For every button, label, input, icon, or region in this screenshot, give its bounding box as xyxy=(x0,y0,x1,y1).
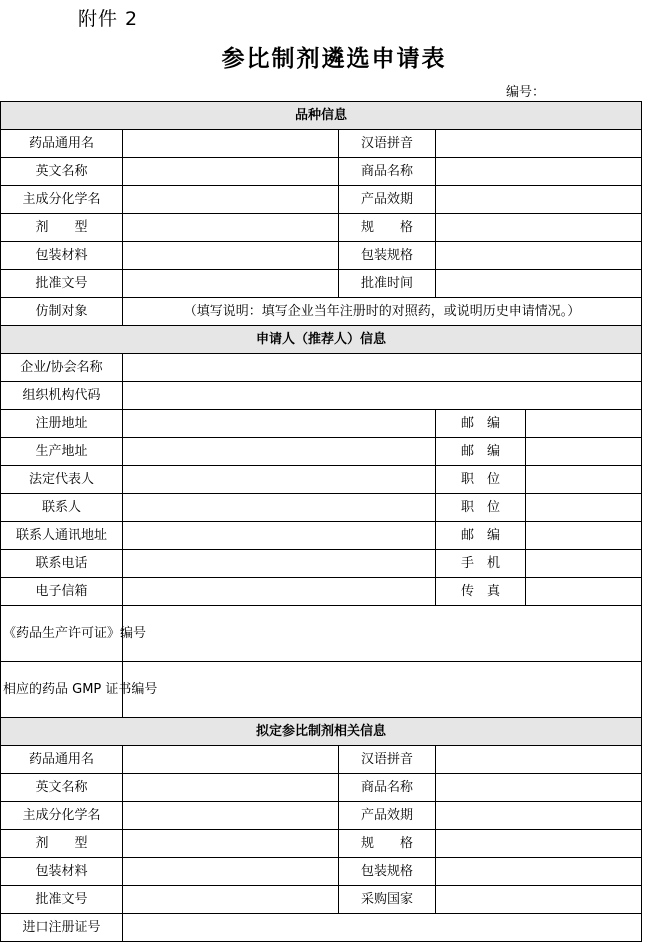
label-chemical-name: 主成分化学名 xyxy=(1,802,123,830)
field-pinyin[interactable] xyxy=(436,746,642,774)
table-row xyxy=(1,354,642,382)
attachment-label: 附件 2 xyxy=(78,8,139,30)
label-contact: 联系人 xyxy=(1,494,123,522)
field-approval-no[interactable] xyxy=(123,270,339,298)
label-purchase-country: 采购国家 xyxy=(339,886,436,914)
label-specification: 规 格 xyxy=(339,830,436,858)
field-chemical-name[interactable] xyxy=(123,186,339,214)
label-license-no: 《药品生产许可证》编号 xyxy=(1,606,123,662)
field-contact[interactable] xyxy=(123,494,436,522)
field-reg-address[interactable] xyxy=(123,410,436,438)
field-fax[interactable] xyxy=(526,578,642,606)
table-row xyxy=(1,830,642,858)
field-import-reg-no[interactable] xyxy=(123,914,642,942)
table-row xyxy=(1,914,642,942)
label-position: 职 位 xyxy=(436,466,526,494)
table-row xyxy=(1,410,642,438)
application-form-table xyxy=(0,101,642,942)
label-validity: 产品效期 xyxy=(339,186,436,214)
form-title: 参比制剂遴选申请表 xyxy=(221,45,447,72)
label-postcode: 邮 编 xyxy=(436,522,526,550)
label-prod-address: 生产地址 xyxy=(1,438,123,466)
label-company: 企业/协会名称 xyxy=(1,354,123,382)
label-package-spec: 包装规格 xyxy=(339,242,436,270)
table-row xyxy=(1,158,642,186)
section-title-reference: 拟定参比制剂相关信息 xyxy=(1,718,642,746)
label-org-code: 组织机构代码 xyxy=(1,382,123,410)
table-row xyxy=(1,382,642,410)
label-package-spec: 包装规格 xyxy=(339,858,436,886)
field-packaging-material[interactable] xyxy=(123,242,339,270)
label-email: 电子信箱 xyxy=(1,578,123,606)
label-reg-address: 注册地址 xyxy=(1,410,123,438)
label-postcode: 邮 编 xyxy=(436,410,526,438)
field-org-code[interactable] xyxy=(123,382,642,410)
field-position[interactable] xyxy=(526,494,642,522)
field-legal-rep[interactable] xyxy=(123,466,436,494)
table-row xyxy=(1,858,642,886)
label-validity: 产品效期 xyxy=(339,802,436,830)
section-header-reference xyxy=(1,718,642,746)
label-approval-time: 批准时间 xyxy=(339,270,436,298)
label-trade-name: 商品名称 xyxy=(339,774,436,802)
field-generic-name[interactable] xyxy=(123,746,339,774)
table-row xyxy=(1,774,642,802)
table-row xyxy=(1,214,642,242)
field-approval-time[interactable] xyxy=(436,270,642,298)
section-header-applicant xyxy=(1,326,642,354)
label-fax: 传 真 xyxy=(436,578,526,606)
field-specification[interactable] xyxy=(436,214,642,242)
field-english-name[interactable] xyxy=(123,158,339,186)
label-pinyin: 汉语拼音 xyxy=(339,130,436,158)
field-dosage-form[interactable] xyxy=(123,830,339,858)
label-dosage-form: 剂 型 xyxy=(1,214,123,242)
table-row xyxy=(1,130,642,158)
label-approval-no: 批准文号 xyxy=(1,886,123,914)
label-approval-no: 批准文号 xyxy=(1,270,123,298)
label-packaging-material: 包装材料 xyxy=(1,242,123,270)
label-generic-name: 药品通用名 xyxy=(1,746,123,774)
table-row xyxy=(1,886,642,914)
field-package-spec[interactable] xyxy=(436,242,642,270)
table-row xyxy=(1,550,642,578)
table-row xyxy=(1,578,642,606)
field-mobile[interactable] xyxy=(526,550,642,578)
table-row xyxy=(1,242,642,270)
field-postcode[interactable] xyxy=(526,410,642,438)
label-english-name: 英文名称 xyxy=(1,158,123,186)
field-purchase-country[interactable] xyxy=(436,886,642,914)
imitation-target-note[interactable]: （填写说明：填写企业当年注册时的对照药，或说明历史申请情况。） xyxy=(123,298,642,326)
table-row xyxy=(1,522,642,550)
field-validity[interactable] xyxy=(436,186,642,214)
field-validity[interactable] xyxy=(436,802,642,830)
field-postcode[interactable] xyxy=(526,438,642,466)
field-contact-address[interactable] xyxy=(123,522,436,550)
table-row xyxy=(1,662,642,718)
field-pinyin[interactable] xyxy=(436,130,642,158)
label-imitation-target: 仿制对象 xyxy=(1,298,123,326)
field-email[interactable] xyxy=(123,578,436,606)
table-row xyxy=(1,606,642,662)
field-license-no[interactable] xyxy=(123,606,642,662)
table-row xyxy=(1,298,642,326)
label-legal-rep: 法定代表人 xyxy=(1,466,123,494)
label-packaging-material: 包装材料 xyxy=(1,858,123,886)
section-title-applicant: 申请人（推荐人）信息 xyxy=(1,326,642,354)
table-row xyxy=(1,270,642,298)
table-row xyxy=(1,494,642,522)
table-row xyxy=(1,802,642,830)
label-contact-address: 联系人通讯地址 xyxy=(1,522,123,550)
label-generic-name: 药品通用名 xyxy=(1,130,123,158)
field-phone[interactable] xyxy=(123,550,436,578)
label-specification: 规 格 xyxy=(339,214,436,242)
label-chemical-name: 主成分化学名 xyxy=(1,186,123,214)
label-english-name: 英文名称 xyxy=(1,774,123,802)
table-row xyxy=(1,186,642,214)
field-trade-name[interactable] xyxy=(436,158,642,186)
section-header-variety xyxy=(1,102,642,130)
field-postcode[interactable] xyxy=(526,522,642,550)
field-chemical-name[interactable] xyxy=(123,802,339,830)
field-packaging-material[interactable] xyxy=(123,858,339,886)
label-dosage-form: 剂 型 xyxy=(1,830,123,858)
field-gmp-no[interactable] xyxy=(123,662,642,718)
field-position[interactable] xyxy=(526,466,642,494)
field-dosage-form[interactable] xyxy=(123,214,339,242)
label-import-reg-no: 进口注册证号 xyxy=(1,914,123,942)
label-gmp-no: 相应的药品 GMP 证书编号 xyxy=(1,662,123,718)
field-approval-no[interactable] xyxy=(123,886,339,914)
table-row xyxy=(1,466,642,494)
label-pinyin: 汉语拼音 xyxy=(339,746,436,774)
field-prod-address[interactable] xyxy=(123,438,436,466)
section-title-variety: 品种信息 xyxy=(1,102,642,130)
field-package-spec[interactable] xyxy=(436,858,642,886)
field-specification[interactable] xyxy=(436,830,642,858)
label-trade-name: 商品名称 xyxy=(339,158,436,186)
label-phone: 联系电话 xyxy=(1,550,123,578)
label-position: 职 位 xyxy=(436,494,526,522)
field-generic-name[interactable] xyxy=(123,130,339,158)
field-trade-name[interactable] xyxy=(436,774,642,802)
label-postcode: 邮 编 xyxy=(436,438,526,466)
field-english-name[interactable] xyxy=(123,774,339,802)
table-row xyxy=(1,438,642,466)
table-row xyxy=(1,746,642,774)
label-mobile: 手 机 xyxy=(436,550,526,578)
field-company[interactable] xyxy=(123,354,642,382)
serial-number-label: 编号： xyxy=(506,85,546,100)
